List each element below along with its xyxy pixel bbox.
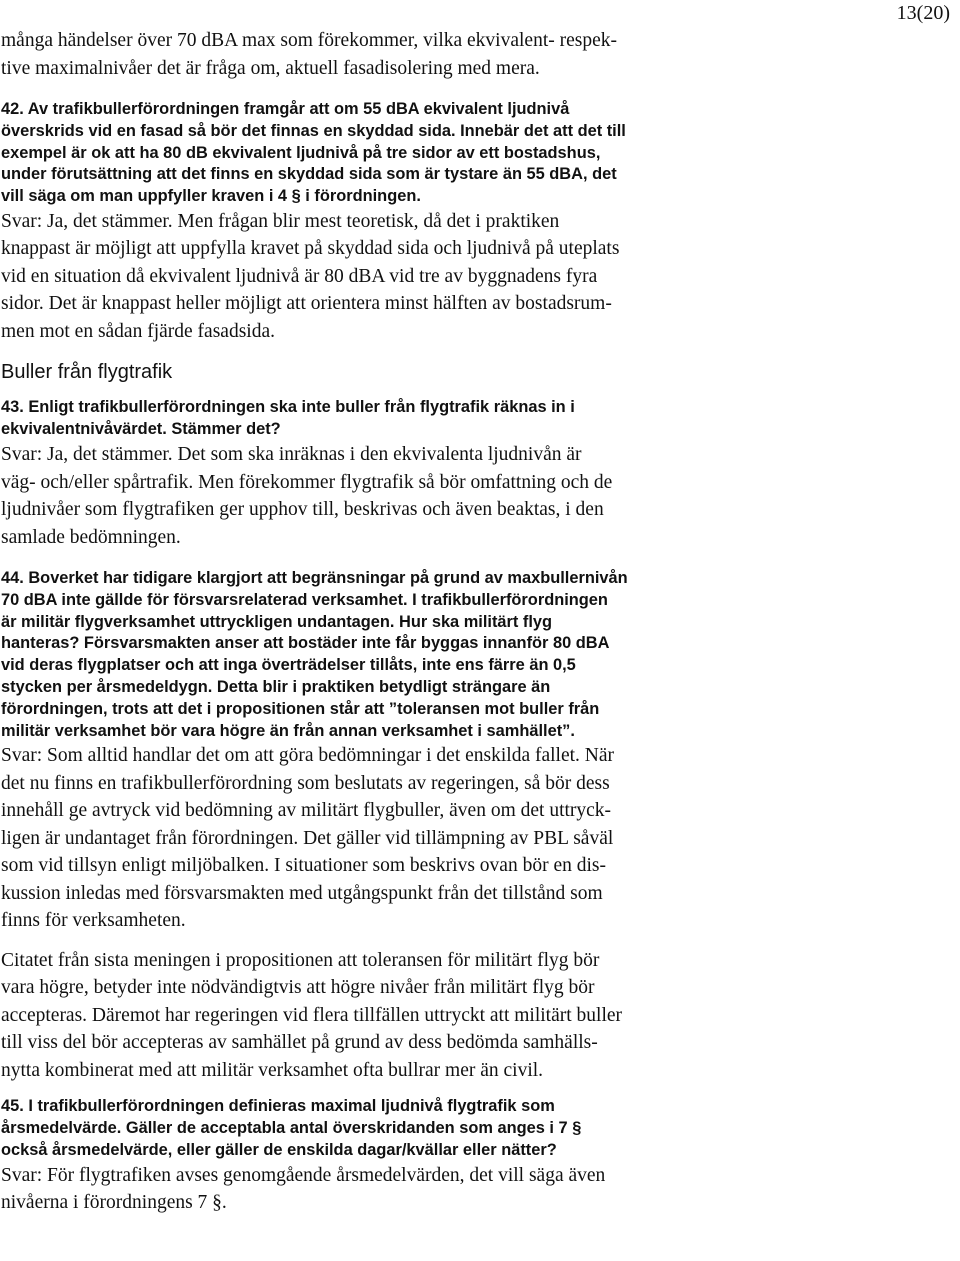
answer-first-line <box>1 1162 753 1190</box>
answer-label: Svar: <box>1 444 43 466</box>
text-line: tive maximalnivåer det är fråga om, aktuell fasadisolering med mera. <box>1 57 540 79</box>
question-line: under förutsättning att det finns en skyddad sida som är tystare än 55 dBA, det <box>1 165 617 184</box>
answer-45 <box>1 1162 753 1217</box>
question-line: ekvivalentnivåvärdet. Stämmer det? <box>1 420 281 439</box>
question-line: 70 dBA inte gällde för försvarsrelaterad verksamhet. I trafikbullerförordningen <box>1 590 608 609</box>
answer-line: vara högre, betyder inte nödvändigtvis att högre nivåer från militärt flyg bör <box>1 977 595 999</box>
answer-line: samlade bedömningen. <box>1 526 181 548</box>
answer-line: det nu finns en trafikbullerförordning som beslutats av regeringen, så bör dess <box>1 772 610 794</box>
question-42 <box>1 99 753 208</box>
answer-line: ligen är undantaget från förordningen. Det gäller vid tillämpning av PBL såväl <box>1 827 614 849</box>
question-line: 43. Enligt trafikbullerförordningen ska inte buller från flygtrafik räknas in i <box>1 398 575 417</box>
answer-line: finns för verksamheten. <box>1 910 186 932</box>
question-line: också årsmedelvärde, eller gäller de enskilda dagar/kvällar eller nätter? <box>1 1141 557 1160</box>
question-line: 45. I trafikbullerförordningen definieras maximal ljudnivå flygtrafik som <box>1 1097 555 1116</box>
question-line: vill säga om man uppfyller kraven i 4 § i förordningen. <box>1 187 421 206</box>
answer-line: ljudnivåer som flygtrafiken ger upphov till, beskrivas och även beaktas, i den <box>1 499 604 521</box>
answer-line: sidor. Det är knappast heller möjligt att orientera minst hälften av bostadsrum- <box>1 293 612 315</box>
intro-paragraph <box>1 27 753 82</box>
answer-label: Svar: <box>1 745 43 767</box>
answer-text: För flygtrafiken avses genomgående årsmedelvärden, det vill säga även <box>42 1164 606 1186</box>
text-line: många händelser över 70 dBA max som förekommer, vilka ekvivalent- respek- <box>1 30 617 51</box>
question-line: förordningen, trots att det i propositionen står att ”toleransen mot buller från <box>1 699 600 718</box>
question-line: stycken per årsmedeldygn. Detta blir i praktiken betydligt strängare än <box>1 678 551 697</box>
answer-44 <box>1 742 753 935</box>
answer-line: accepteras. Däremot har regeringen vid flera tillfällen uttryckt att militärt buller <box>1 1004 623 1026</box>
page-content <box>1 27 753 1217</box>
answer-text: Ja, det stämmer. Det som ska inräknas i den ekvivalenta ljudnivån är <box>42 444 582 466</box>
answer-line: som vid tillsyn enligt miljöbalken. I situationer som beskrivs ovan bör en dis- <box>1 855 606 877</box>
answer-line: nytta kombinerat med att militär verksamhet ofta bullrar mer än civil. <box>1 1059 544 1081</box>
question-44 <box>1 568 753 742</box>
answer-line: kussion inledas med försvarsmakten med utgångspunkt från det tillstånd som <box>1 882 603 904</box>
answer-first-line <box>1 742 753 770</box>
answer-line: vid en situation då ekvivalent ljudnivå är 80 dBA vid tre av byggnadens fyra <box>1 265 598 287</box>
question-line: hanteras? Försvarsmakten anser att bostäder inte får byggas innanför 80 dBA <box>1 634 610 653</box>
page-number: 13(20) <box>896 2 950 24</box>
answer-first-line <box>1 208 753 236</box>
answer-line: till viss del bör accepteras av samhället på grund av dess bedömda samhälls- <box>1 1032 598 1054</box>
answer-44-continuation <box>1 947 753 1085</box>
answer-line: Citatet från sista meningen i propositionen att toleransen för militärt flyg bör <box>1 949 600 971</box>
answer-label: Svar: <box>1 210 43 232</box>
question-line: militär verksamhet bör vara högre än från annan verksamhet i samhället”. <box>1 721 575 740</box>
question-line: årsmedelvärde. Gäller de acceptabla antal överskridanden som anges i 7 § <box>1 1119 582 1138</box>
answer-line: knappast är möjligt att uppfylla kravet på skyddad sida och ljudnivå på uteplats <box>1 238 620 260</box>
answer-line: väg- och/eller spårtrafik. Men förekommer flygtrafik så bör omfattning och de <box>1 471 613 493</box>
question-line: överskrids vid en fasad så bör det finnas en skyddad sida. Innebär det att det till <box>1 121 626 140</box>
answer-first-line <box>1 441 753 469</box>
question-line: 42. Av trafikbullerförordningen framgår att om 55 dBA ekvivalent ljudnivå <box>1 100 570 118</box>
question-line: exempel är ok att ha 80 dB ekvivalent ljudnivå på tre sidor av ett bostadshus, <box>1 143 601 162</box>
answer-text: Som alltid handlar det om att göra bedömningar i det enskilda fallet. När <box>42 745 615 767</box>
answer-line: nivåerna i förordningens 7 §. <box>1 1192 227 1214</box>
answer-line: men mot en sådan fjärde fasadsida. <box>1 320 275 342</box>
question-43 <box>1 397 753 441</box>
question-line: vid deras flygplatser och att inga överträdelser tillåts, inte ens färre än 0,5 <box>1 656 576 675</box>
question-line: är militär flygverksamhet uttryckligen undantagen. Hur ska militärt flyg <box>1 612 553 631</box>
answer-text: Ja, det stämmer. Men frågan blir mest teoretisk, då det i praktiken <box>42 210 560 232</box>
section-heading: Buller från flygtrafik <box>1 361 173 384</box>
answer-line: innehåll ge avtryck vid bedömning av militärt flygbuller, även om det uttryck- <box>1 800 612 822</box>
answer-43 <box>1 441 753 551</box>
question-45 <box>1 1096 753 1161</box>
answer-label: Svar: <box>1 1164 43 1186</box>
answer-42 <box>1 208 753 346</box>
question-line: 44. Boverket har tidigare klargjort att begränsningar på grund av maxbullernivån <box>1 569 628 588</box>
